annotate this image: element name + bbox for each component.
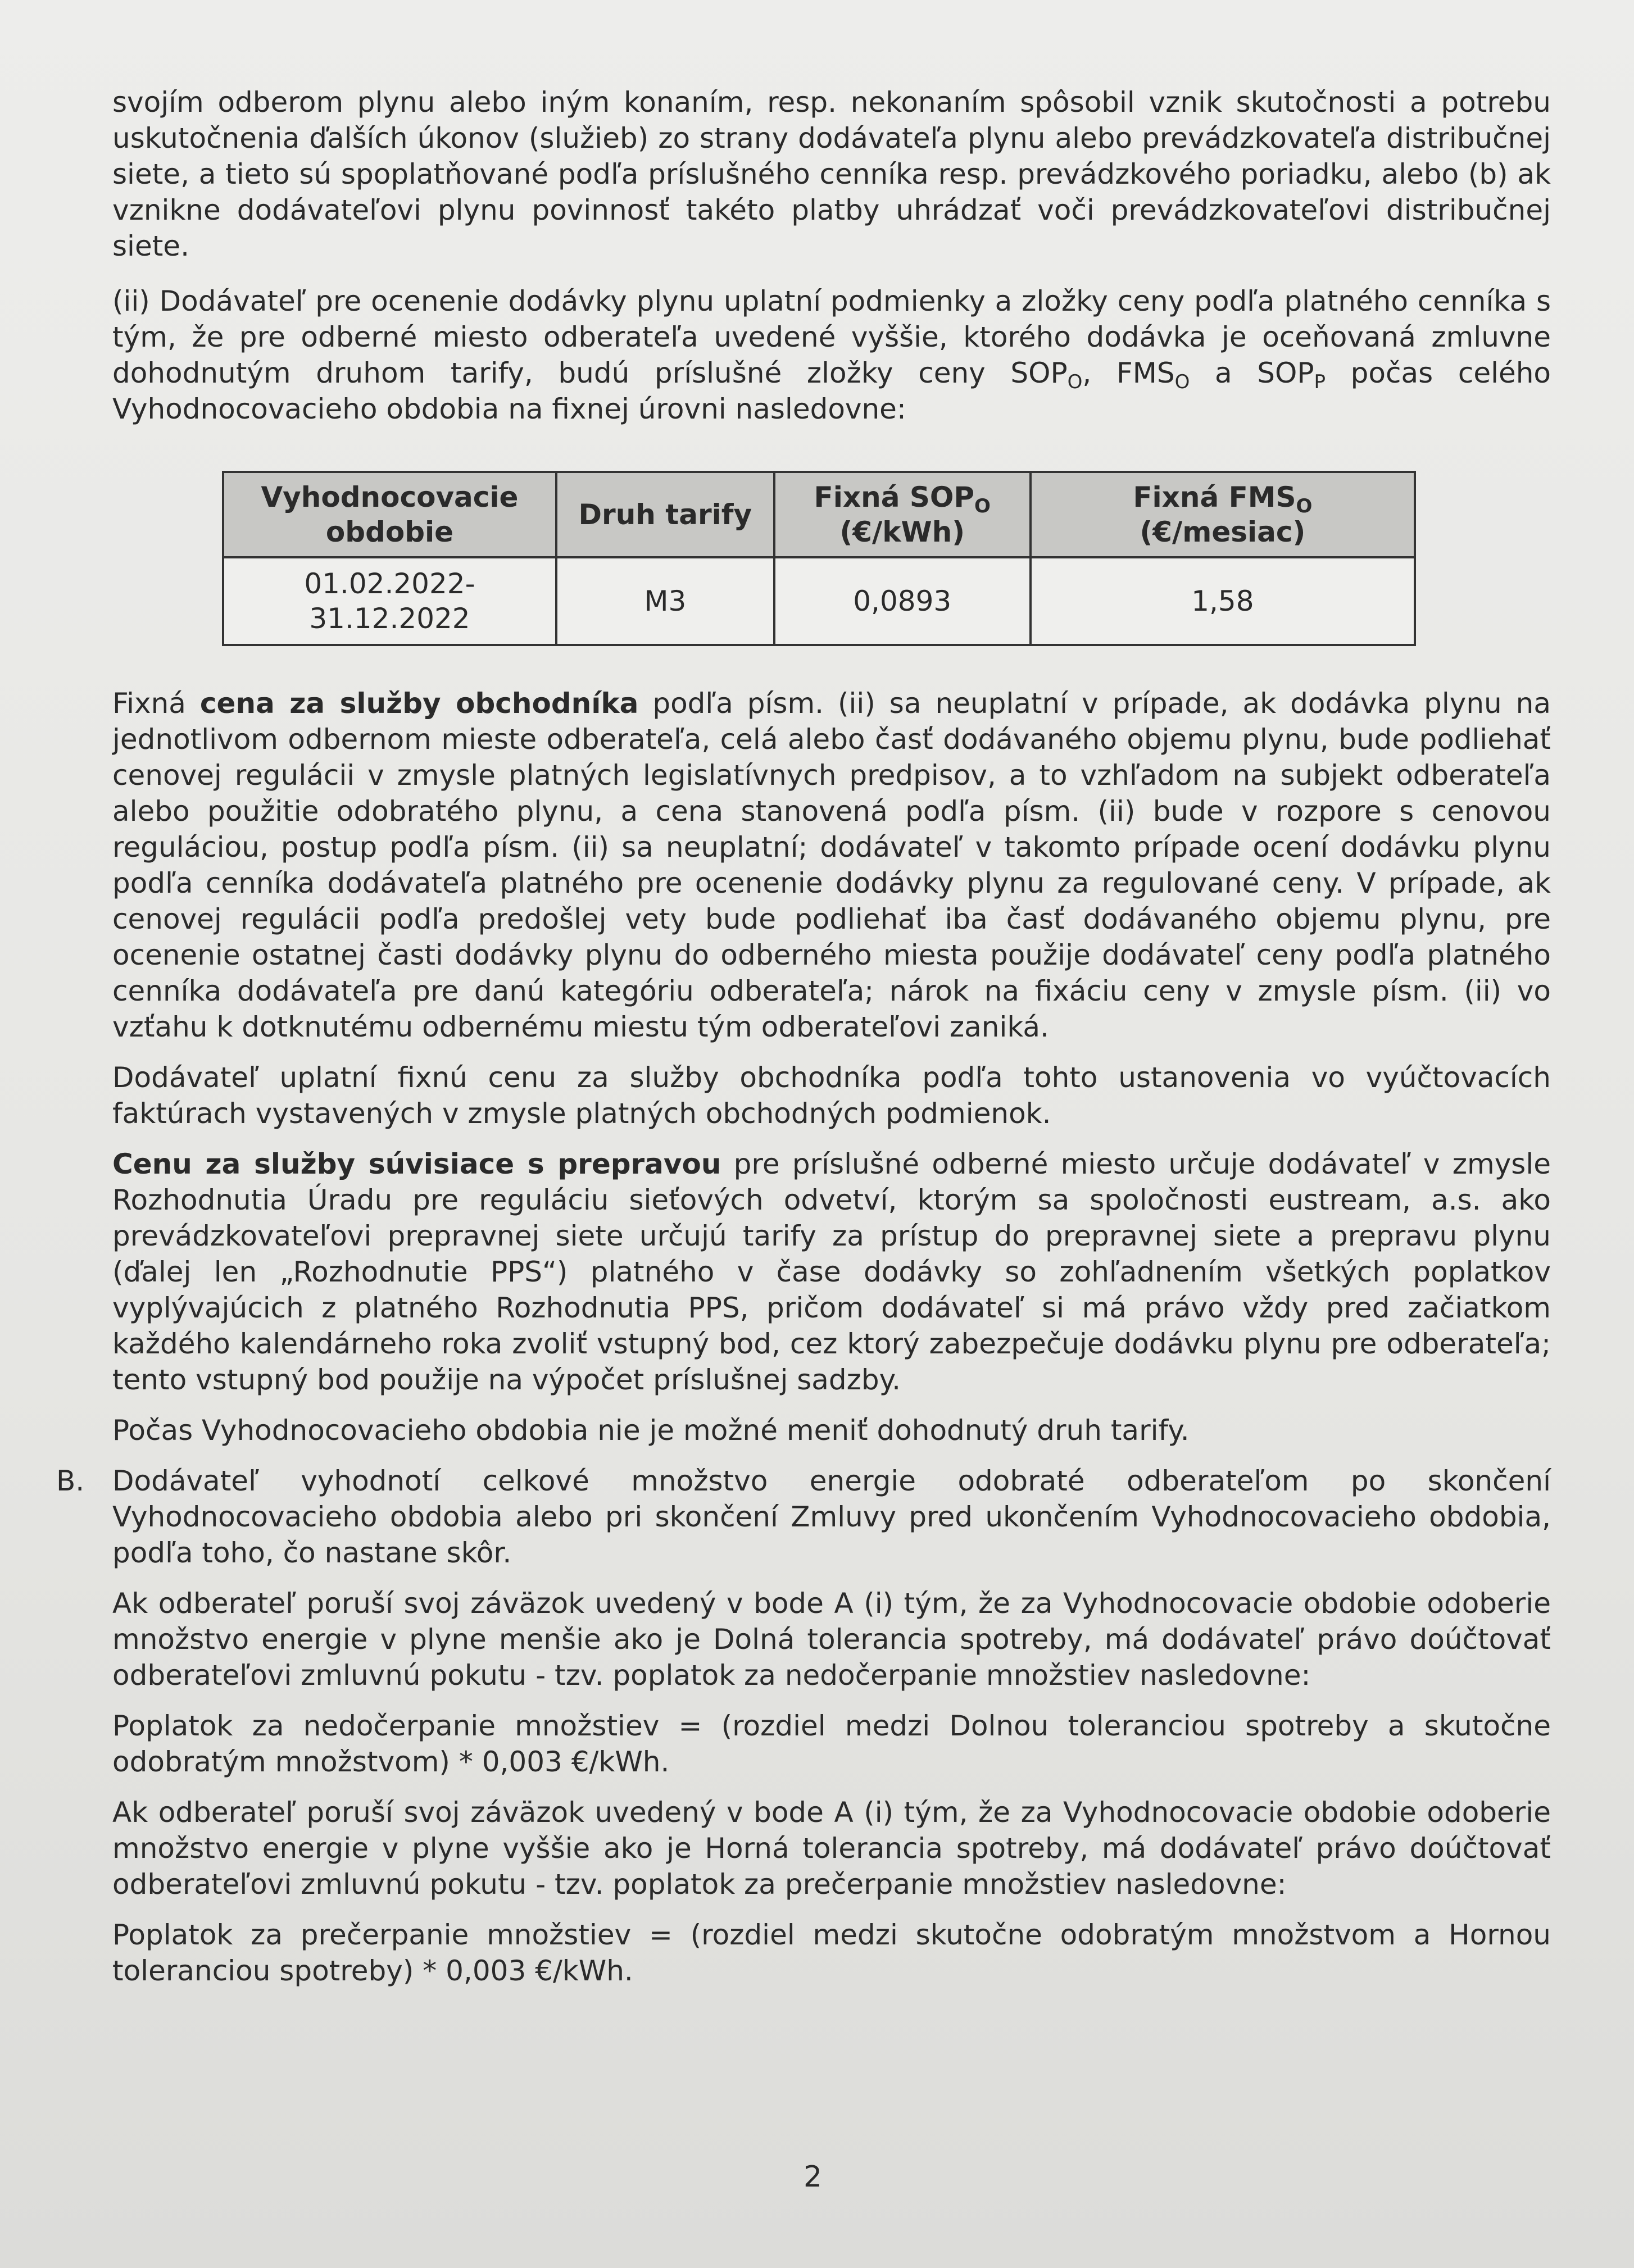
section-b <box>56 1463 1551 1989</box>
section-label: B. <box>56 1465 85 1497</box>
table-header-row <box>223 472 1415 557</box>
cell-tariff: M3 <box>556 557 774 645</box>
fixed-price-table <box>222 471 1416 646</box>
section-b-paragraph-5: Poplatok za prečerpanie množstiev = (rozdiel medzi skutočne odobratým množstvom a Hornou toleranciou spotreby) * 0,003 €/kWh. <box>112 1919 1551 1987</box>
text-span: a SOP <box>1190 357 1314 389</box>
header-unit: (€/kWh) <box>839 516 965 548</box>
paragraph-ii <box>112 283 1551 427</box>
header-text: Fixná FMS <box>1133 481 1296 513</box>
header-sop <box>774 472 1031 557</box>
text-span: podľa písm. (ii) sa neuplatní v prípade, ak dodávka plynu na jednotlivom odbernom mieste odberateľa, celá alebo časť dodávaného objemu plynu, bude podliehať cenovej regulácii v zmysle platných legislatívnych predpisov, a to vzhľadom na subjekt odberateľa alebo použitie odobratého plynu, a cena stanovená podľa písm. (ii) bude v rozpore s cenovou reguláciou, postup podľa písm. (ii) sa neuplatní; dodávateľ v takomto prípade ocení dodávku plynu podľa cenníka dodávateľa platného pre ocenenie dodávky plynu za regulované ceny. V prípade, ak cenovej regulácii podľa predošlej vety bude podliehať iba časť dodávaného objemu plynu, pre ocenenie ostatnej časti dodávky plynu do odberného miesta použije dodávateľ ceny podľa platného cenníka dodávateľa pre danú kategóriu odberateľa; nárok na fixáciu ceny v zmysle písm. (ii) vo vzťahu k dotknutému odbernému miestu tým odberateľovi zaniká. <box>112 687 1551 1043</box>
page-number: 2 <box>804 2160 823 2194</box>
text-span: pre príslušné odberné miesto určuje dodávateľ v zmysle Rozhodnutia Úradu pre reguláciu sieťových odvetví, ktorým sa spoločnosti eustream, a.s. ako prevádzkovateľovi prepravnej siete určujú tarify za prístup do prepravnej siete a prepravu plynu (ďalej len „Rozhodnutie PPS“) platného v čase dodávky so zohľadnením všetkých poplatkov vyplývajúcich z platného Rozhodnutia PPS, pričom dodávateľ si má právo vždy pred začiatkom každého kalendárneho roka zvoliť vstupný bod, cez ktorý zabezpečuje dodávku plynu pre odberateľa; tento vstupný bod použije na výpočet príslušnej sadzby. <box>112 1148 1551 1396</box>
paragraph-apply-price: Dodávateľ uplatní fixnú cenu za služby obchodníka podľa tohto ustanovenia vo vyúčtovacích faktúrach vystavených v zmysle platných obchodných podmienok. <box>112 1061 1551 1130</box>
subscript: O <box>1296 495 1313 517</box>
subscript: O <box>1174 371 1190 393</box>
header-unit: (€/mesiac) <box>1140 516 1306 548</box>
header-tariff: Druh tarify <box>556 472 774 557</box>
bold-term: cena za služby obchodníka <box>199 687 639 720</box>
paragraph-continuation: svojím odberom plynu alebo iným konaním, resp. nekonaním spôsobil vznik skutočnosti a potrebu uskutočnenia ďalších úkonov (služieb) zo strany dodávateľa plynu alebo prevádzkovateľa distribučnej siete, a tieto sú spoplatňované podľa príslušného cenníka resp. prevádzkového poriadku, alebo (b) ak vznikne dodávateľovi plynu povinnosť takéto platby uhrádzať voči prevádzkovateľovi distribučnej siete. <box>112 86 1551 262</box>
document-body <box>56 84 1551 2003</box>
paragraph-transport <box>112 1146 1551 1398</box>
text-span: (ii) Dodávateľ pre ocenenie dodávky plynu uplatní podmienky a zložky ceny podľa platného cenníka s tým, že pre odberné miesto odberateľa uvedené vyššie, ktorého dodávka je oceňovaná zmluvne dohodnutým druhom tarify, budú príslušné zložky ceny SOP <box>112 285 1551 389</box>
paragraph-fixed-price <box>112 685 1551 1045</box>
cell-fms: 1,58 <box>1031 557 1415 645</box>
header-text: Fixná SOP <box>814 481 974 513</box>
section-b-paragraph-4: Ak odberateľ poruší svoj záväzok uvedený v bode A (i) tým, že za Vyhodnocovacie obdobie odoberie množstvo energie v plyne vyššie ako je Horná tolerancia spotreby, má dodávateľ právo doúčtovať odberateľovi zmluvnú pokutu - tzv. poplatok za prečerpanie množstiev nasledovne: <box>112 1796 1551 1901</box>
subscript: P <box>1314 371 1326 393</box>
header-fms <box>1031 472 1415 557</box>
subscript: O <box>974 495 991 517</box>
section-b-paragraph-1: Dodávateľ vyhodnotí celkové množstvo energie odobraté odberateľom po skončení Vyhodnocovacieho obdobia alebo pri skončení Zmluvy pred ukončením Vyhodnocovacieho obdobia, podľa toho, čo nastane skôr. <box>112 1465 1551 1569</box>
table-row <box>223 557 1415 645</box>
cell-sop: 0,0893 <box>774 557 1031 645</box>
cell-period: 01.02.2022-31.12.2022 <box>223 557 556 645</box>
section-b-paragraph-2: Ak odberateľ poruší svoj záväzok uvedený v bode A (i) tým, že za Vyhodnocovacie obdobie odoberie množstvo energie v plyne menšie ako je Dolná tolerancia spotreby, má dodávateľ právo doúčtovať odberateľovi zmluvnú pokutu - tzv. poplatok za nedočerpanie množstiev nasledovne: <box>112 1587 1551 1692</box>
text-span: , FMS <box>1082 357 1175 389</box>
paragraph-tariff-change: Počas Vyhodnocovacieho obdobia nie je možné meniť dohodnutý druh tarify. <box>112 1414 1190 1447</box>
text-span: počas celého Vyhodnocovacieho obdobia na fixnej úrovni nasledovne: <box>112 357 1551 425</box>
bold-term: Cenu za služby súvisiace s prepravou <box>112 1148 721 1180</box>
text-span: Fixná <box>112 687 200 720</box>
section-b-paragraph-3: Poplatok za nedočerpanie množstiev = (rozdiel medzi Dolnou toleranciou spotreby a skutočne odobratým množstvom) * 0,003 €/kWh. <box>112 1710 1551 1778</box>
header-period: Vyhodnocovacie obdobie <box>223 472 556 557</box>
subscript: O <box>1067 371 1083 393</box>
